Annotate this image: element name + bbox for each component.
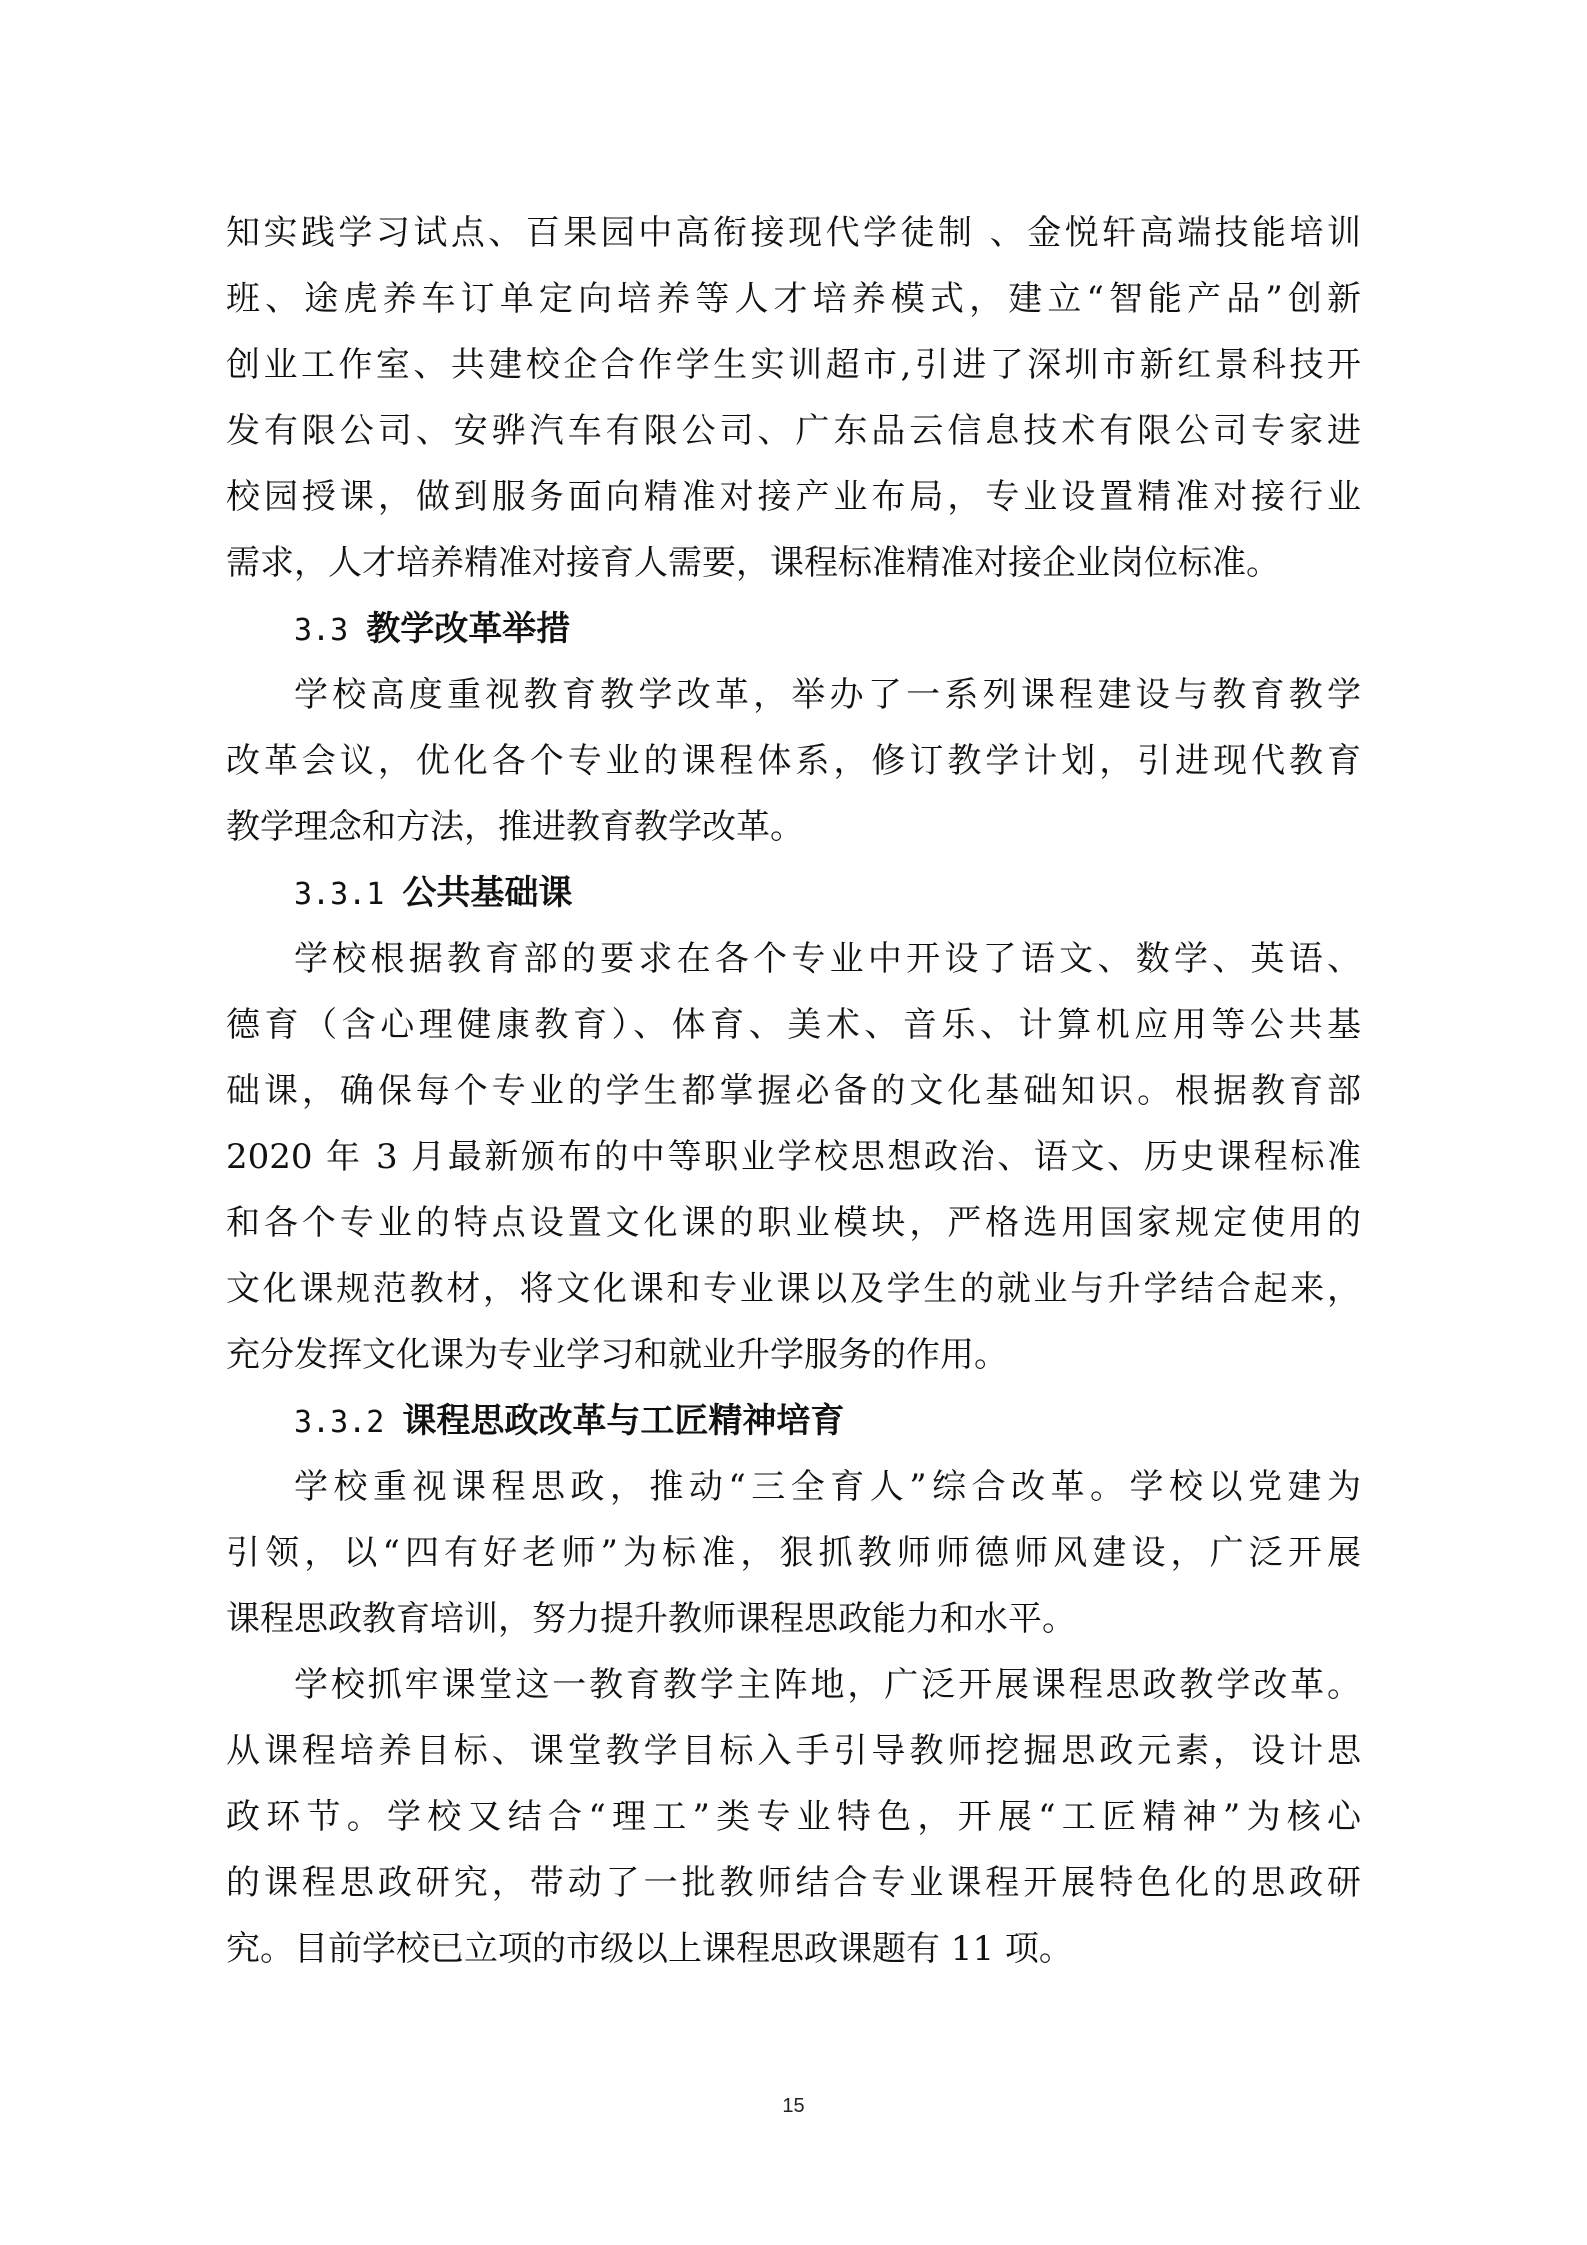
section-title: 课程思政改革与工匠精神培育 — [402, 1401, 845, 1441]
text-line: 发有限公司、安骅汽车有限公司、广东品云信息技术有限公司专家进 — [226, 411, 1361, 451]
section-heading-3-3 — [226, 596, 1361, 662]
text-line: 学校抓牢课堂这一教育教学主阵地，广泛开展课程思政教学改革。 — [294, 1665, 1361, 1705]
page-number: 15 — [782, 2095, 805, 2117]
text-line: 究。目前学校已立项的市级以上课程思政课题有 11 项。 — [226, 1929, 1073, 1969]
text-line: 学校高度重视教育教学改革，举办了一系列课程建设与教育教学 — [294, 675, 1361, 715]
text-line: 校园授课，做到服务面向精准对接产业布局，专业设置精准对接行业 — [226, 477, 1361, 517]
text-line: 课程思政教育培训，努力提升教师课程思政能力和水平。 — [226, 1599, 1076, 1639]
text-line: 学校重视课程思政，推动“三全育人”综合改革。学校以党建为 — [294, 1467, 1361, 1507]
text-line: 础课，确保每个专业的学生都掌握必备的文化基础知识。根据教育部 — [226, 1071, 1361, 1111]
section-number: 3.3 — [294, 613, 367, 648]
section-number: 3.3.2 — [294, 1405, 403, 1440]
section-heading-3-3-2 — [226, 1388, 1361, 1454]
section-heading-3-3-1 — [226, 860, 1361, 926]
text-line: 的课程思政研究，带动了一批教师结合专业课程开展特色化的思政研 — [226, 1863, 1361, 1903]
paragraph-intro-continuation — [226, 200, 1361, 596]
section-title: 教学改革举措 — [366, 609, 571, 649]
paragraph-teaching-reform — [226, 662, 1361, 860]
text-line: 引领，以“四有好老师”为标准，狠抓教师师德师风建设，广泛开展 — [226, 1533, 1361, 1573]
text-line: 从课程培养目标、课堂教学目标入手引导教师挖掘思政元素，设计思 — [226, 1731, 1361, 1771]
text-line: 教学理念和方法，推进教育教学改革。 — [226, 807, 804, 847]
text-line: 和各个专业的特点设置文化课的职业模块，严格选用国家规定使用的 — [226, 1203, 1361, 1243]
text-line: 需求，人才培养精准对接育人需要，课程标准精准对接企业岗位标准。 — [226, 543, 1280, 583]
document-body — [226, 200, 1361, 1982]
text-line: 班、途虎养车订单定向培养等人才培养模式，建立“智能产品”创新 — [226, 279, 1361, 319]
text-line: 德育（含心理健康教育）、体育、美术、音乐、计算机应用等公共基 — [226, 1005, 1361, 1045]
text-line: 充分发挥文化课为专业学习和就业升学服务的作用。 — [226, 1335, 1008, 1375]
text-line: 文化课规范教材，将文化课和专业课以及学生的就业与升学结合起来， — [226, 1269, 1361, 1309]
text-line: 政环节。学校又结合“理工”类专业特色，开展“工匠精神”为核心 — [226, 1797, 1361, 1837]
text-line: 学校根据教育部的要求在各个专业中开设了语文、数学、英语、 — [294, 939, 1361, 979]
section-number: 3.3.1 — [294, 877, 403, 912]
text-line: 改革会议，优化各个专业的课程体系，修订教学计划，引进现代教育 — [226, 741, 1361, 781]
section-title: 公共基础课 — [402, 873, 573, 913]
paragraph-public-basic-courses — [226, 926, 1361, 1388]
paragraph-course-ideology — [226, 1454, 1361, 1652]
paragraph-classroom-reform — [226, 1652, 1361, 1982]
text-line: 2020 年 3 月最新颁布的中等职业学校思想政治、语文、历史课程标准 — [226, 1137, 1361, 1177]
text-line: 知实践学习试点、百果园中高衔接现代学徒制 、金悦轩高端技能培训 — [226, 213, 1361, 253]
text-line: 创业工作室、共建校企合作学生实训超市,引进了深圳市新红景科技开 — [226, 345, 1361, 385]
